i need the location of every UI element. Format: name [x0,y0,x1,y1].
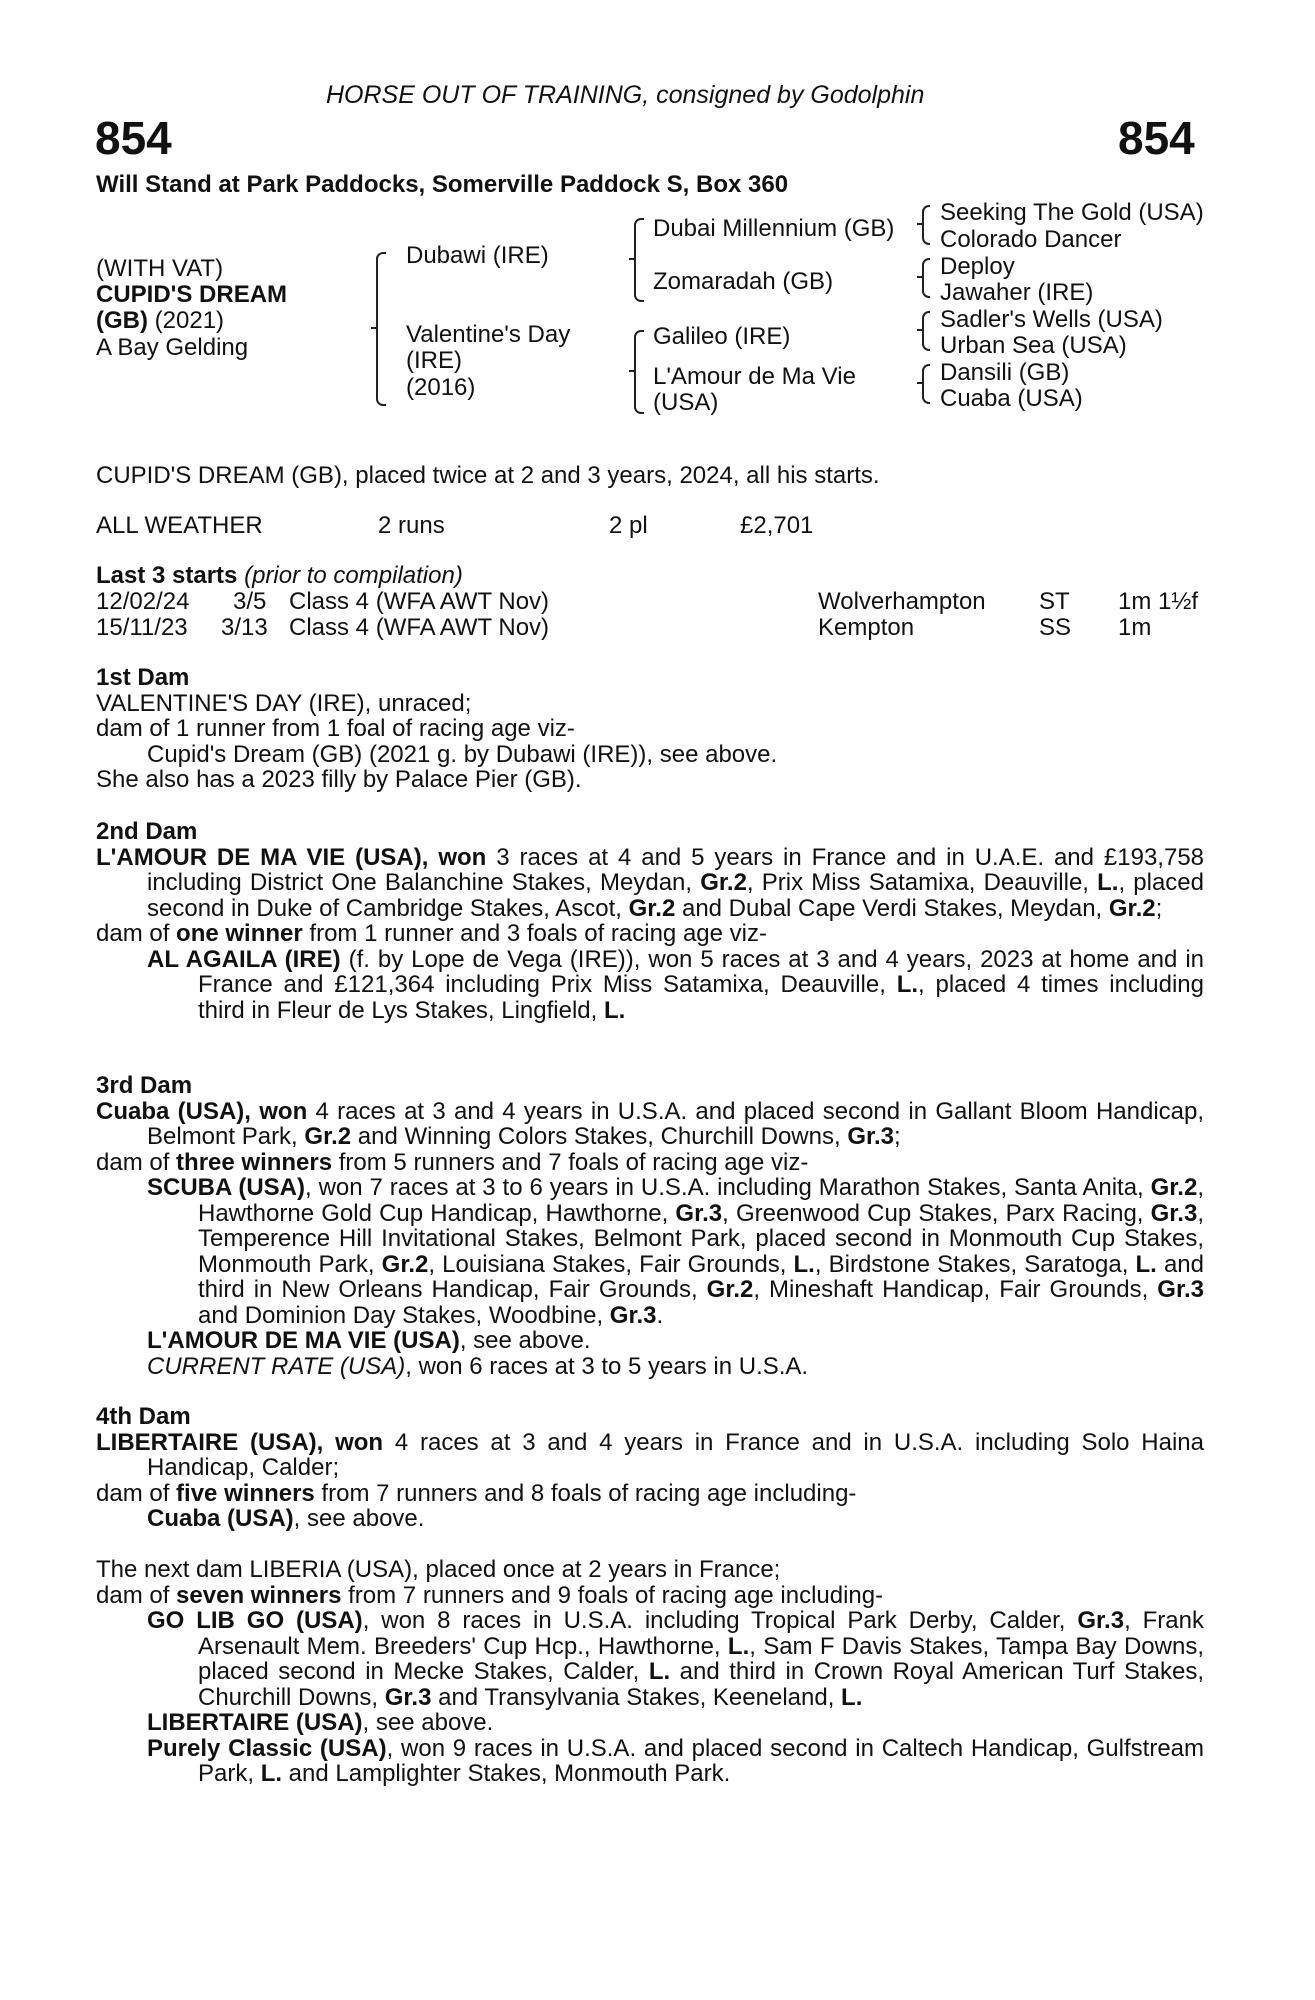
record-surface: ALL WEATHER [96,512,263,539]
progeny-go-lib-go: GO LIB GO (USA), won 8 races in U.S.A. including Tropical Park Derby, Calder, Gr.3, Frank Arsenault Mem. Breeders' Cup Hcp., Hawthorne, L., Sam F Davis Stakes, Tampa Bay Downs, placed second in Mecke Stakes, Calder, L. and third in Crown Royal American Turf Stakes, Churchill Downs, Gr.3 and Transylvania Stakes, Keeneland, L. [147,1607,1205,1711]
second-dam-progeny: AL AGAILA (IRE) (f. by Lope de Vega (IRE)), won 5 races at 3 and 4 years, 2023 at home and in France and £121,364 including Prix Miss Satamixa, Deauville, L., placed 4 times including third in Fleur de Lys Stakes, Lingfield, L. [147,945,1205,1024]
start-course: Kempton [818,614,915,641]
progeny-lamour: L'AMOUR DE MA VIE (USA), see above. [147,1327,591,1354]
fourth-dam-heading: 4th Dam [96,1403,191,1430]
pedigree-dam: Valentine's Day [406,321,571,348]
pedigree-ggp-4: Jawaher (IRE) [940,279,1094,306]
start-date: 15/11/23 [96,614,188,641]
progeny-libertaire: LIBERTAIRE (USA), see above. [147,1709,494,1736]
second-dam-produce: dam of one winner from 1 runner and 3 foals of racing age viz- [96,920,767,947]
second-dam-section [96,819,1204,1023]
next-dam-line: The next dam LIBERIA (USA), placed once at 2 years in France; [96,1556,781,1583]
pedigree-dam-dam-origin: (USA) [653,389,719,416]
last-starts-title: Last 3 starts [96,562,238,589]
second-dam-heading: 2nd Dam [96,818,198,845]
pedigree-dam-dam: L'Amour de Ma Vie [653,363,856,390]
pedigree-sire-sire: Dubai Millennium (GB) [653,215,895,242]
first-dam-section [96,665,1204,793]
start-position: 3/5 [233,588,267,615]
start-race: Class 4 (WFA AWT Nov) [289,588,550,615]
pedigree-sire: Dubawi (IRE) [406,242,549,269]
first-dam-progeny: Cupid's Dream (GB) (2021 g. by Dubawi (IRE)), see above. [147,740,778,768]
horse-year: (2021) [154,307,225,334]
third-dam-produce: dam of three winners from 5 runners and 7 foals of racing age viz- [96,1148,809,1176]
horse-origin-year [96,308,224,334]
record-earnings: £2,701 [740,512,814,539]
brace-gen3-4 [922,364,930,404]
start-position: 3/13 [221,614,268,641]
first-dam-produce: dam of 1 runner from 1 foal of racing age viz- [96,715,575,742]
second-dam-name: L'AMOUR DE MA VIE (USA), [96,843,429,871]
lot-number-left: 854 [95,112,172,164]
pedigree-ggp-3: Deploy [940,253,1015,280]
fourth-dam-produce: dam of five winners from 7 runners and 8 foals of racing age including- [96,1479,857,1507]
start-distance: 1m 1½f [1118,588,1199,615]
start-date: 12/02/24 [96,588,190,615]
progeny-scuba: SCUBA (USA), won 7 races at 3 to 6 years in U.S.A. including Marathon Stakes, Santa Anita, Gr.2, Hawthorne Gold Cup Handicap, Hawthorne, Gr.3, Greenwood Cup Stakes, Parx Racing, Gr.3, Temperence Hill Invitational Stakes, Belmont Park, placed second in Monmouth Cup Stakes, Monmouth Park, Gr.2, Louisiana Stakes, Fair Grounds, L., Birdstone Stakes, Saratoga, L. and third in New Orleans Handicap, Fair Grounds, Gr.2, Mineshaft Handicap, Fair Grounds, Gr.3 and Dominion Day Stakes, Woodbine, Gr.3. [147,1174,1204,1329]
pedigree-ggp-7: Dansili (GB) [940,359,1070,386]
pedigree-sire-dam: Zomaradah (GB) [653,268,834,295]
first-dam-note: She also has a 2023 filly by Palace Pier (GB). [96,766,582,793]
first-dam-line: VALENTINE'S DAY (IRE), unraced; [96,689,472,717]
start-race: Class 4 (WFA AWT Nov) [289,614,550,641]
second-dam-record: L'AMOUR DE MA VIE (USA), won 3 races at 4 and 5 years in France and in U.A.E. and £193,758 including District One Balanchine Stakes, Meydan, Gr.2, Prix Miss Satamixa, Deauville, L., placed second in Duke of Cambridge Stakes, Ascot, Gr.2 and Dubal Cape Verdi Stakes, Meydan, Gr.2; [96,843,1205,922]
pedigree-dam-origin: (IRE) [406,347,462,374]
brace-gen3-1 [922,205,930,245]
start-distance: 1m [1118,614,1152,641]
pedigree-dam-sire: Galileo (IRE) [653,323,791,350]
brace-gen2-top [634,218,644,302]
fourth-dam-record: LIBERTAIRE (USA), won 4 races at 3 and 4 years in France and in U.S.A. including Solo Haina Handicap, Calder; [96,1428,1205,1481]
pedigree-ggp-8: Cuaba (USA) [940,385,1083,412]
horse-name: CUPID'S DREAM [96,281,288,308]
brace-gen2-bottom [634,330,644,414]
fourth-dam-section [96,1404,1204,1532]
third-dam-record: Cuaba (USA), won 4 races at 3 and 4 years in U.S.A. and placed second in Gallant Bloom Handicap, Belmont Park, Gr.2 and Winning Colors Stakes, Churchill Downs, Gr.3; [96,1097,1205,1150]
start-going: ST [1039,588,1070,615]
pedigree-ggp-1: Seeking The Gold (USA) [940,199,1204,226]
next-dam-section [96,1557,1204,1787]
brace-gen3-2 [922,258,930,298]
won-label: won [438,843,487,871]
first-dam-heading: 1st Dam [96,664,190,691]
horse-origin: (GB) [96,307,148,334]
lot-number-right: 854 [1118,112,1195,164]
record-runs: 2 runs [378,512,445,539]
last-starts-note: (prior to compilation) [244,562,463,589]
third-dam-section [96,1073,1204,1379]
pedigree-dam-year: (2016) [406,374,476,401]
vat-status: (WITH VAT) [96,255,224,282]
progeny-cuaba: Cuaba (USA), see above. [147,1505,425,1532]
record-placed: 2 pl [609,512,648,539]
brace-gen1 [376,252,386,406]
race-summary: CUPID'S DREAM (GB), placed twice at 2 and 3 years, 2024, all his starts. [96,462,880,489]
brace-gen3-3 [922,311,930,351]
next-dam-produce: dam of seven winners from 7 runners and 9 foals of racing age including- [96,1581,884,1609]
pedigree-ggp-2: Colorado Dancer [940,226,1122,253]
stabling-location: Will Stand at Park Paddocks, Somerville Paddock S, Box 360 [96,171,789,198]
catalogue-heading: HORSE OUT OF TRAINING, consigned by Godolphin [326,81,925,109]
progeny-current-rate: CURRENT RATE (USA), won 6 races at 3 to 5 years in U.S.A. [147,1352,809,1380]
pedigree-ggp-6: Urban Sea (USA) [940,332,1127,359]
start-course: Wolverhampton [818,588,986,615]
start-going: SS [1039,614,1072,641]
progeny-purely-classic: Purely Classic (USA), won 9 races in U.S.A. and placed second in Caltech Handicap, Gulfstream Park, L. and Lamplighter Stakes, Monmouth Park. [147,1734,1205,1787]
pedigree-ggp-5: Sadler's Wells (USA) [940,306,1163,333]
third-dam-heading: 3rd Dam [96,1072,193,1099]
last-starts-heading [96,563,463,589]
horse-description: A Bay Gelding [96,334,249,361]
